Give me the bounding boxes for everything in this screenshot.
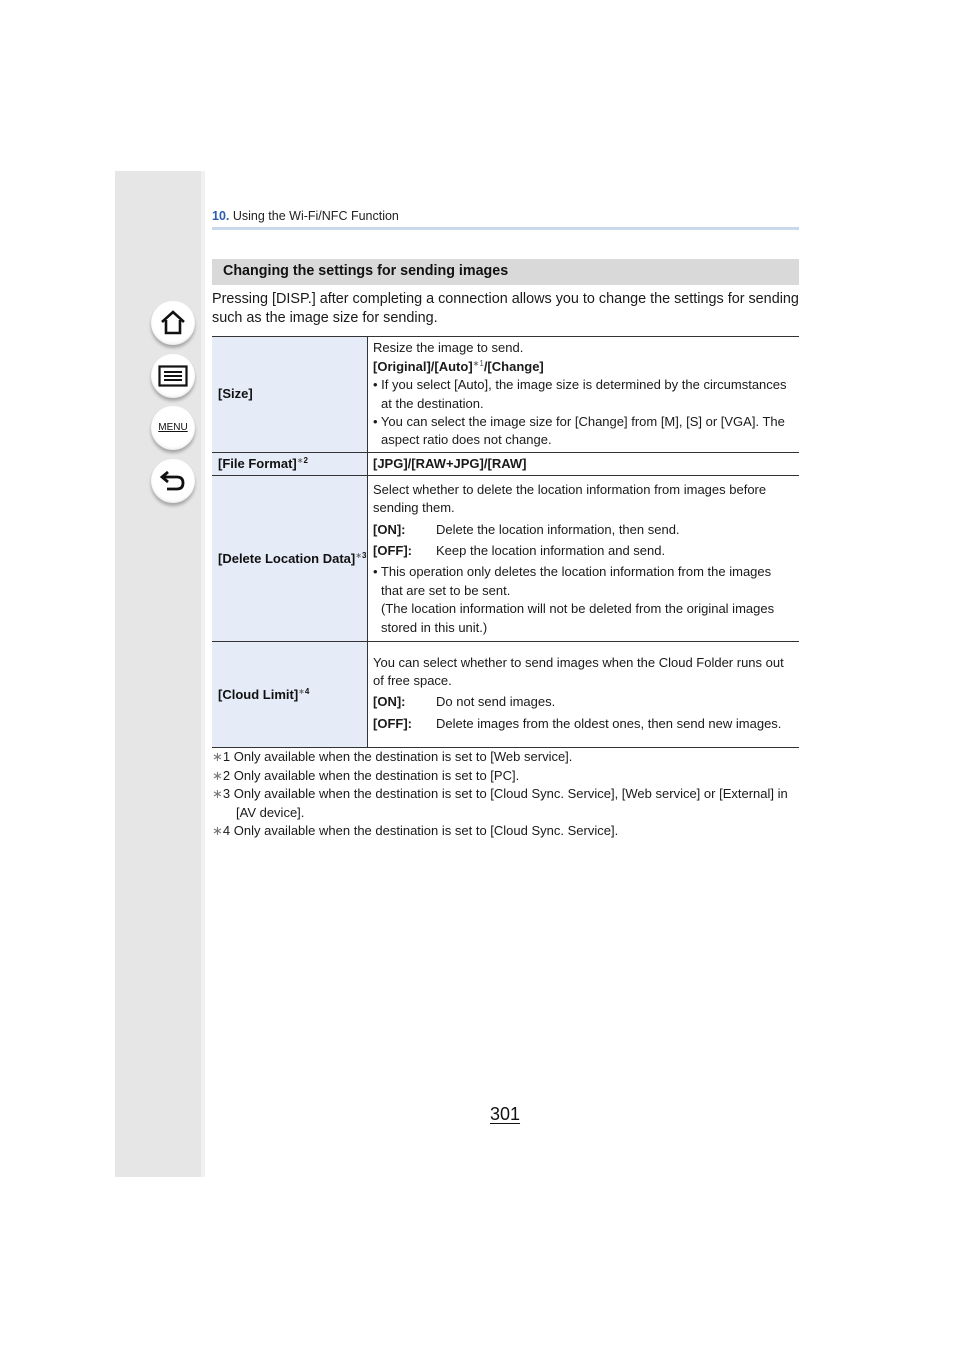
page-number: 301 — [490, 1104, 521, 1124]
back-arrow-icon — [159, 468, 187, 494]
home-icon — [159, 309, 187, 337]
ref-star: ∗ — [298, 686, 305, 696]
footnote-ref — [297, 456, 308, 465]
label-text: [Delete Location Data] — [218, 550, 356, 566]
footnote-text: 2 Only available when the destination is set to [PC]. — [222, 767, 520, 783]
row-label-cloud-limit — [212, 642, 368, 748]
ref-number: 1 — [479, 358, 484, 368]
chapter-number: 10. — [212, 209, 230, 223]
footnote — [212, 785, 802, 822]
size-intro: Resize the image to send. — [373, 340, 524, 356]
option-key: [ON]: — [373, 694, 406, 710]
section-heading-bar — [212, 259, 799, 285]
footnotes — [212, 748, 802, 841]
footnote — [212, 748, 802, 767]
footnote-ref — [298, 687, 309, 696]
cloud-limit-intro: You can select whether to send images when the Cloud Folder runs out of free space. — [373, 654, 784, 688]
size-options — [373, 358, 793, 376]
settings-table — [212, 336, 799, 748]
option-key: [OFF]: — [373, 715, 412, 731]
chapter-header — [212, 209, 399, 223]
section-title: Changing the settings for sending images — [223, 263, 509, 279]
label-text: [File Format] — [218, 456, 297, 471]
option-value: Delete images from the oldest ones, then send new images. — [436, 715, 782, 731]
size-bullet-change: • You can select the image size for [Change] from [M], [S] or [VGA]. The aspect ratio does not change. — [373, 413, 785, 448]
intro-paragraph: Pressing [DISP.] after completing a connection allows you to change the settings for sending such as the image size for sending. — [212, 291, 799, 326]
option-key: [ON]: — [373, 521, 406, 537]
label-text: [Cloud Limit] — [218, 686, 299, 702]
ref-star: ∗ — [296, 456, 304, 465]
footnote — [212, 767, 802, 786]
row-desc-size — [368, 337, 800, 453]
table-row — [212, 476, 799, 642]
option-on — [373, 521, 793, 539]
footnote-text: 4 Only available when the destination is set to [Cloud Sync. Service]. — [222, 823, 619, 838]
ref-number: 2 — [303, 456, 308, 465]
row-label-delete-location — [212, 476, 368, 642]
chapter-title: Using the Wi-Fi/NFC Function — [232, 209, 399, 223]
home-button[interactable] — [151, 301, 195, 345]
delete-location-bullet: • This operation only deletes the location information from the images that are set to be sent. — [373, 564, 772, 598]
ref-star: ∗ — [472, 358, 480, 368]
footnote-star: ∗ — [212, 823, 223, 838]
option-value: Keep the location information and send. — [436, 543, 666, 558]
option-on — [373, 693, 793, 711]
table-row — [212, 337, 799, 453]
row-desc-cloud-limit — [368, 642, 800, 748]
menu-icon: MENU — [158, 422, 188, 433]
option-off — [373, 715, 793, 733]
contents-button[interactable] — [151, 354, 195, 398]
menu-button[interactable] — [151, 406, 195, 450]
row-desc-file-format — [368, 453, 800, 476]
footnote-star: ∗ — [212, 749, 223, 764]
option-off — [373, 542, 793, 560]
header-divider — [212, 227, 799, 230]
option-value: Delete the location information, then send. — [436, 521, 680, 537]
footnote-ref — [473, 359, 484, 368]
footnote-star: ∗ — [212, 786, 223, 801]
file-format-options: [JPG]/[RAW+JPG]/[RAW] — [373, 456, 527, 471]
size-bullet-auto: • If you select [Auto], the image size is determined by the circumstances at the destination. — [373, 377, 787, 411]
footnote-text: 3 Only available when the destination is set to [Cloud Sync. Service], [Web service] or [External] in [AV device]. — [222, 786, 788, 820]
footnote-text: 1 Only available when the destination is set to [Web service]. — [222, 749, 573, 764]
option-value: Do not send images. — [436, 694, 556, 710]
label-text: [Size] — [218, 386, 253, 402]
table-row — [212, 642, 799, 748]
sidebar-edge — [201, 171, 205, 1177]
footnote — [212, 822, 802, 841]
delete-location-intro: Select whether to delete the location information from images before sending them. — [373, 481, 767, 516]
row-label-file-format — [212, 453, 368, 476]
size-options-b: /[Change] — [483, 358, 544, 374]
delete-location-note: (The location information will not be deleted from the original images stored in this unit.) — [381, 601, 775, 635]
ref-star: ∗ — [355, 550, 362, 560]
back-button[interactable] — [151, 459, 195, 503]
ref-number: 4 — [304, 686, 310, 696]
option-key: [OFF]: — [373, 543, 412, 558]
row-label-size — [212, 337, 368, 453]
footnote-star: ∗ — [212, 767, 223, 783]
footnote-ref — [355, 551, 366, 560]
size-options-a: [Original]/[Auto] — [373, 358, 473, 374]
ref-number: 3 — [361, 550, 367, 560]
list-icon — [158, 365, 188, 387]
table-row — [212, 453, 799, 476]
row-desc-delete-location — [368, 476, 800, 642]
